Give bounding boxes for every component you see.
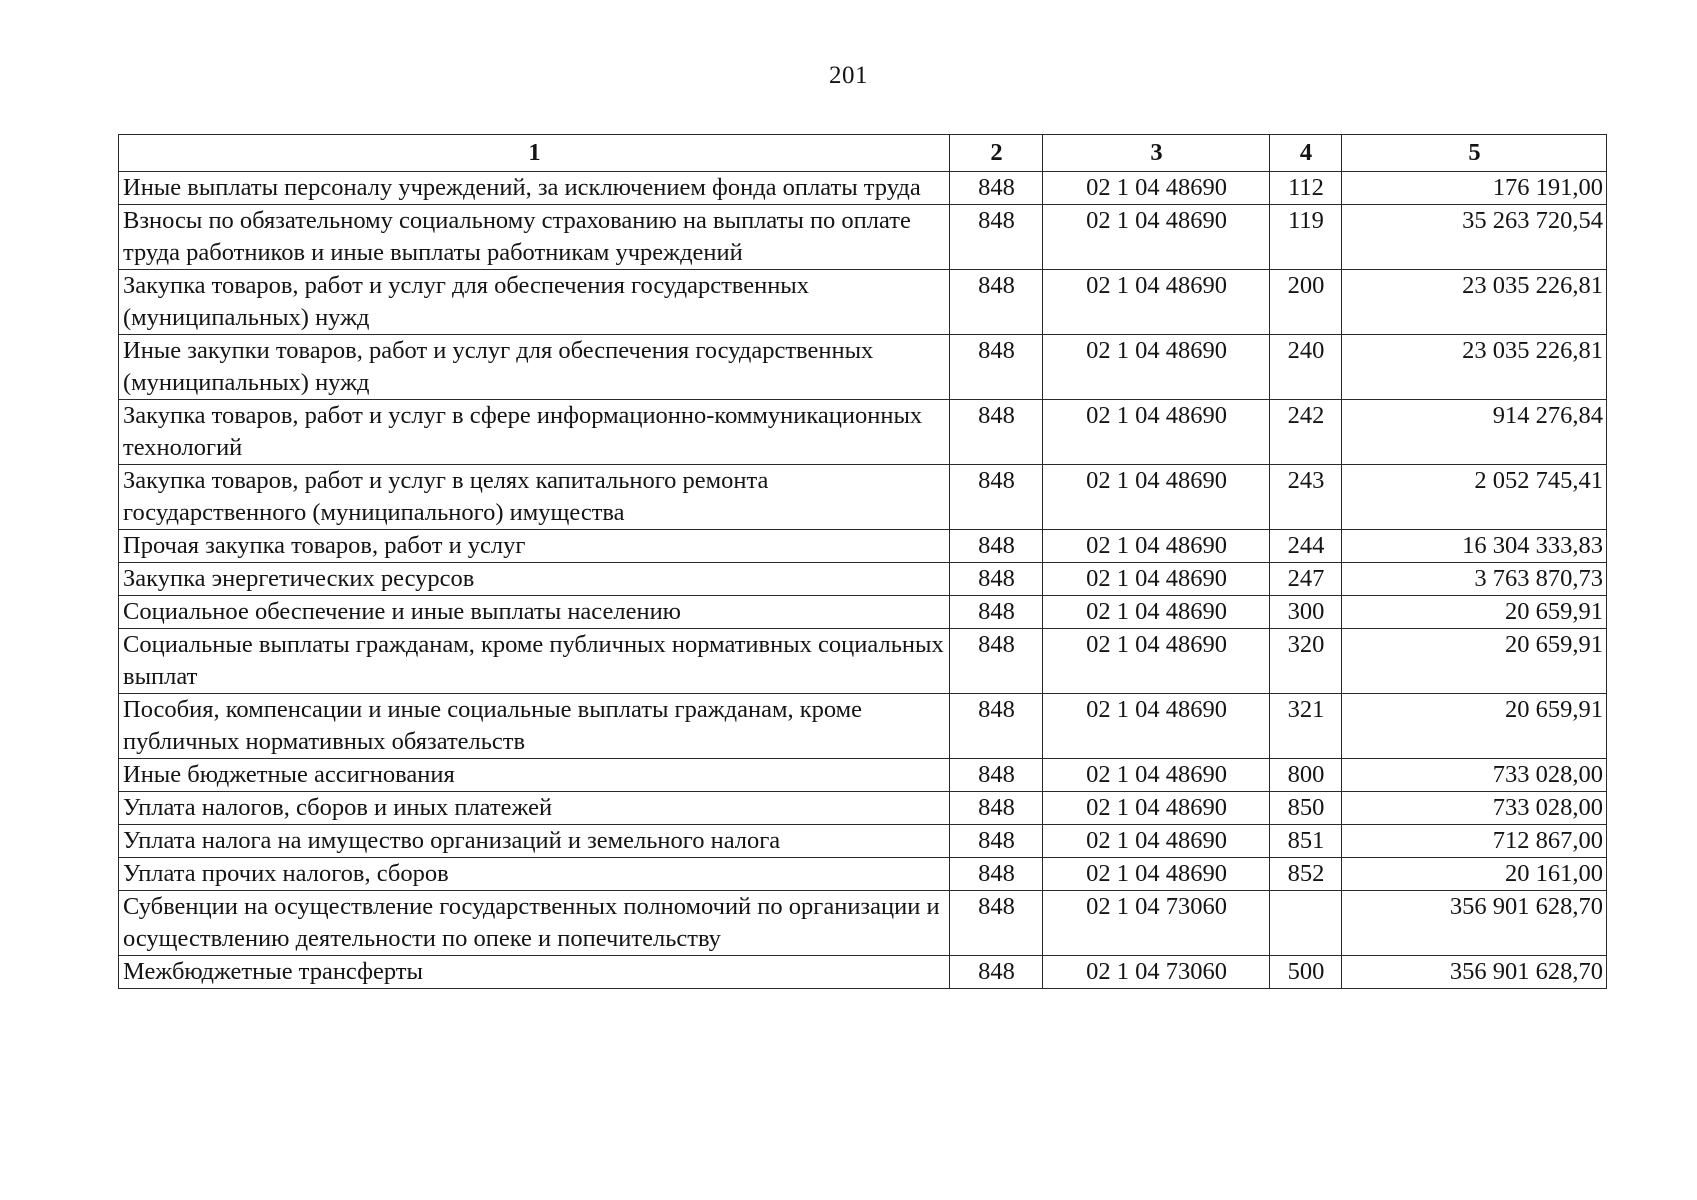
- table-row: [119, 530, 1607, 563]
- cell-department-code: 848: [950, 891, 1043, 956]
- cell-expense-type: 244: [1270, 530, 1342, 563]
- table-row: [119, 596, 1607, 629]
- table-row: [119, 465, 1607, 530]
- cell-amount: 20 659,91: [1342, 694, 1607, 759]
- table-row: [119, 400, 1607, 465]
- cell-target-article: 02 1 04 48690: [1043, 530, 1270, 563]
- cell-target-article: 02 1 04 48690: [1043, 563, 1270, 596]
- table-row: [119, 956, 1607, 989]
- table-row: [119, 335, 1607, 400]
- cell-expense-type: 320: [1270, 629, 1342, 694]
- cell-target-article: 02 1 04 48690: [1043, 205, 1270, 270]
- cell-amount: 35 263 720,54: [1342, 205, 1607, 270]
- cell-name: Закупка товаров, работ и услуг в сфере информационно-коммуникационных технологий: [119, 400, 950, 465]
- cell-department-code: 848: [950, 858, 1043, 891]
- cell-amount: 16 304 333,83: [1342, 530, 1607, 563]
- cell-name: Уплата налога на имущество организаций и земельного налога: [119, 825, 950, 858]
- cell-name: Субвенции на осуществление государственных полномочий по организации и осуществлению деятельности по опеке и попечительству: [119, 891, 950, 956]
- cell-target-article: 02 1 04 48690: [1043, 465, 1270, 530]
- cell-target-article: 02 1 04 73060: [1043, 956, 1270, 989]
- cell-amount: 712 867,00: [1342, 825, 1607, 858]
- cell-expense-type: 500: [1270, 956, 1342, 989]
- cell-name: Пособия, компенсации и иные социальные выплаты гражданам, кроме публичных нормативных обязательств: [119, 694, 950, 759]
- cell-amount: 2 052 745,41: [1342, 465, 1607, 530]
- budget-table: [118, 134, 1607, 989]
- cell-expense-type: 240: [1270, 335, 1342, 400]
- cell-department-code: 848: [950, 465, 1043, 530]
- cell-name: Иные закупки товаров, работ и услуг для обеспечения государственных (муниципальных) нужд: [119, 335, 950, 400]
- cell-department-code: 848: [950, 400, 1043, 465]
- cell-target-article: 02 1 04 48690: [1043, 792, 1270, 825]
- table-row: [119, 270, 1607, 335]
- cell-expense-type: 243: [1270, 465, 1342, 530]
- cell-expense-type: [1270, 891, 1342, 956]
- cell-amount: 176 191,00: [1342, 172, 1607, 205]
- cell-department-code: 848: [950, 956, 1043, 989]
- table-row: [119, 792, 1607, 825]
- cell-amount: 23 035 226,81: [1342, 270, 1607, 335]
- column-header-department: 2: [950, 135, 1043, 172]
- cell-expense-type: 300: [1270, 596, 1342, 629]
- page-number: 201: [829, 62, 868, 89]
- column-header-expense-type: 4: [1270, 135, 1342, 172]
- cell-amount: 20 161,00: [1342, 858, 1607, 891]
- cell-target-article: 02 1 04 73060: [1043, 891, 1270, 956]
- cell-expense-type: 850: [1270, 792, 1342, 825]
- column-header-amount: 5: [1342, 135, 1607, 172]
- cell-department-code: 848: [950, 596, 1043, 629]
- cell-expense-type: 247: [1270, 563, 1342, 596]
- table-header-row: [119, 135, 1607, 172]
- table-row: [119, 694, 1607, 759]
- cell-amount: 356 901 628,70: [1342, 891, 1607, 956]
- cell-name: Закупка товаров, работ и услуг в целях капитального ремонта государственного (муниципального) имущества: [119, 465, 950, 530]
- cell-name: Иные выплаты персоналу учреждений, за исключением фонда оплаты труда: [119, 172, 950, 205]
- cell-target-article: 02 1 04 48690: [1043, 596, 1270, 629]
- cell-target-article: 02 1 04 48690: [1043, 694, 1270, 759]
- cell-expense-type: 242: [1270, 400, 1342, 465]
- cell-department-code: 848: [950, 629, 1043, 694]
- cell-name: Иные бюджетные ассигнования: [119, 759, 950, 792]
- cell-amount: 20 659,91: [1342, 596, 1607, 629]
- cell-department-code: 848: [950, 825, 1043, 858]
- table-row: [119, 891, 1607, 956]
- cell-department-code: 848: [950, 205, 1043, 270]
- cell-name: Закупка товаров, работ и услуг для обеспечения государственных (муниципальных) нужд: [119, 270, 950, 335]
- cell-amount: 733 028,00: [1342, 759, 1607, 792]
- cell-name: Социальные выплаты гражданам, кроме публичных нормативных социальных выплат: [119, 629, 950, 694]
- cell-expense-type: 112: [1270, 172, 1342, 205]
- cell-expense-type: 851: [1270, 825, 1342, 858]
- cell-amount: 23 035 226,81: [1342, 335, 1607, 400]
- table-row: [119, 172, 1607, 205]
- cell-name: Уплата налогов, сборов и иных платежей: [119, 792, 950, 825]
- cell-amount: 914 276,84: [1342, 400, 1607, 465]
- table-row: [119, 825, 1607, 858]
- cell-expense-type: 321: [1270, 694, 1342, 759]
- cell-amount: 3 763 870,73: [1342, 563, 1607, 596]
- cell-department-code: 848: [950, 792, 1043, 825]
- cell-name: Уплата прочих налогов, сборов: [119, 858, 950, 891]
- table-row: [119, 205, 1607, 270]
- table-row: [119, 858, 1607, 891]
- cell-department-code: 848: [950, 335, 1043, 400]
- cell-target-article: 02 1 04 48690: [1043, 335, 1270, 400]
- cell-department-code: 848: [950, 172, 1043, 205]
- cell-expense-type: 852: [1270, 858, 1342, 891]
- cell-amount: 733 028,00: [1342, 792, 1607, 825]
- column-header-name: 1: [119, 135, 950, 172]
- table-row: [119, 629, 1607, 694]
- cell-name: Межбюджетные трансферты: [119, 956, 950, 989]
- column-header-target-article: 3: [1043, 135, 1270, 172]
- cell-target-article: 02 1 04 48690: [1043, 858, 1270, 891]
- cell-department-code: 848: [950, 694, 1043, 759]
- cell-target-article: 02 1 04 48690: [1043, 172, 1270, 205]
- cell-name: Взносы по обязательному социальному страхованию на выплаты по оплате труда работников и иные выплаты работникам учреждений: [119, 205, 950, 270]
- cell-target-article: 02 1 04 48690: [1043, 629, 1270, 694]
- cell-target-article: 02 1 04 48690: [1043, 400, 1270, 465]
- cell-amount: 356 901 628,70: [1342, 956, 1607, 989]
- cell-target-article: 02 1 04 48690: [1043, 270, 1270, 335]
- cell-department-code: 848: [950, 759, 1043, 792]
- cell-name: Прочая закупка товаров, работ и услуг: [119, 530, 950, 563]
- cell-expense-type: 200: [1270, 270, 1342, 335]
- cell-expense-type: 119: [1270, 205, 1342, 270]
- cell-expense-type: 800: [1270, 759, 1342, 792]
- table-row: [119, 563, 1607, 596]
- table-row: [119, 759, 1607, 792]
- cell-target-article: 02 1 04 48690: [1043, 759, 1270, 792]
- cell-amount: 20 659,91: [1342, 629, 1607, 694]
- cell-department-code: 848: [950, 530, 1043, 563]
- cell-department-code: 848: [950, 270, 1043, 335]
- cell-target-article: 02 1 04 48690: [1043, 825, 1270, 858]
- cell-name: Закупка энергетических ресурсов: [119, 563, 950, 596]
- cell-name: Социальное обеспечение и иные выплаты населению: [119, 596, 950, 629]
- table-body: [119, 172, 1607, 989]
- cell-department-code: 848: [950, 563, 1043, 596]
